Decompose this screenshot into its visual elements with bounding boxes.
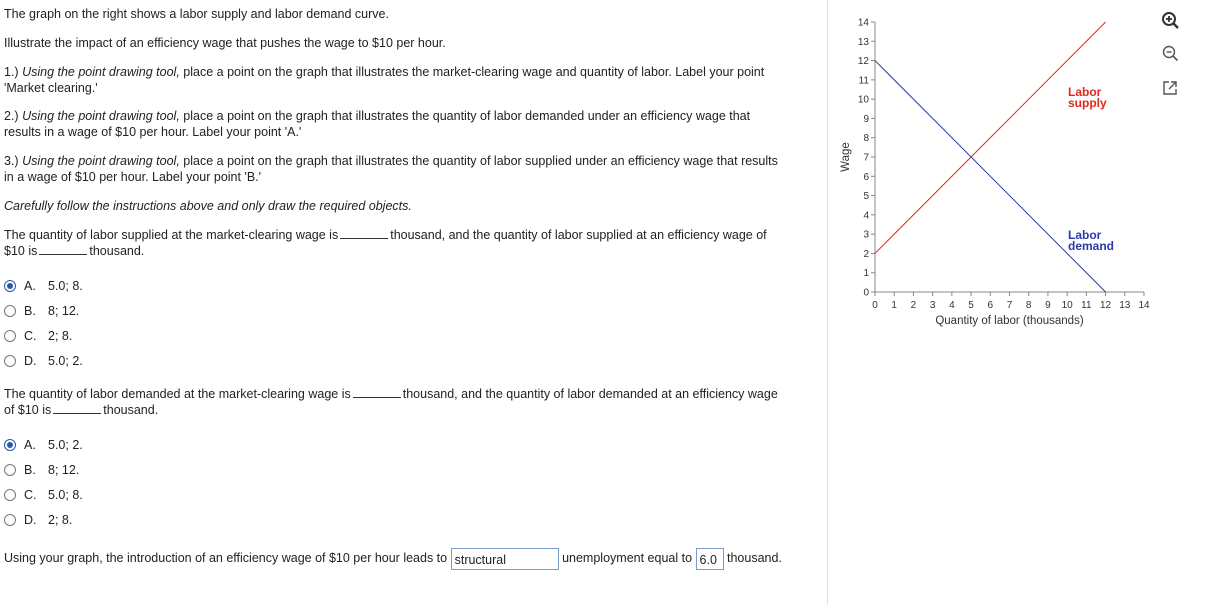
y-tick-label: 11 bbox=[858, 75, 869, 87]
q1-option-a[interactable] bbox=[4, 277, 83, 295]
option-text: 8; 12. bbox=[48, 463, 80, 477]
y-tick-label: 7 bbox=[863, 152, 869, 164]
option-letter: A. bbox=[24, 279, 36, 293]
answer-blank bbox=[340, 227, 388, 239]
step-text: place a point on the graph that illustrates the quantity of labor demanded under an efficiency wage that bbox=[183, 109, 751, 123]
option-letter: C. bbox=[24, 329, 37, 343]
y-tick-label: 12 bbox=[857, 56, 869, 68]
option-letter: D. bbox=[24, 354, 37, 368]
step-number: 3.) bbox=[4, 154, 19, 168]
y-tick-label: 0 bbox=[863, 287, 869, 299]
radio-selected-icon[interactable] bbox=[4, 439, 16, 451]
step-text: 'Market clearing.' bbox=[4, 81, 98, 95]
step-tool-text: Using the point drawing tool, bbox=[22, 154, 180, 168]
step-1 bbox=[4, 64, 764, 96]
x-tick-label: 5 bbox=[968, 300, 974, 311]
chart-axes bbox=[858, 18, 1150, 312]
y-tick-label: 14 bbox=[857, 17, 869, 29]
chart-labels bbox=[840, 85, 1114, 327]
x-tick-label: 13 bbox=[1119, 300, 1131, 311]
series-label: Labor bbox=[1068, 228, 1102, 242]
q2-option-b[interactable] bbox=[4, 461, 79, 479]
question-text: thousand. bbox=[727, 551, 782, 565]
y-tick-label: 1 bbox=[863, 268, 869, 280]
step-text: place a point on the graph that illustrates the market-clearing wage and quantity of labor. Label your point bbox=[183, 65, 765, 79]
y-tick-label: 6 bbox=[863, 171, 869, 183]
step-tool-text: Using the point drawing tool, bbox=[22, 109, 180, 123]
intro-text: The graph on the right shows a labor supply and labor demand curve. bbox=[4, 7, 389, 21]
q2-option-a[interactable] bbox=[4, 436, 83, 454]
question-1-text bbox=[4, 227, 767, 259]
radio-selected-icon[interactable] bbox=[4, 280, 16, 292]
step-2 bbox=[4, 108, 750, 140]
option-letter: B. bbox=[24, 304, 36, 318]
step-text: results in a wage of $10 per hour. Label your point 'A.' bbox=[4, 125, 302, 139]
option-text: 2; 8. bbox=[48, 513, 73, 527]
question-text: The quantity of labor demanded at the market-clearing wage is bbox=[4, 387, 351, 401]
step-text: place a point on the graph that illustrates the quantity of labor supplied under an efficiency wage that results bbox=[183, 154, 778, 168]
step-text: in a wage of $10 per hour. Label your point 'B.' bbox=[4, 170, 262, 184]
radio-icon[interactable] bbox=[4, 330, 16, 342]
radio-icon[interactable] bbox=[4, 514, 16, 526]
option-text: 8; 12. bbox=[48, 304, 80, 318]
y-axis-label: Wage bbox=[840, 142, 852, 172]
question-2-text bbox=[4, 386, 778, 418]
option-letter: A. bbox=[24, 438, 36, 452]
step-tool-text: Using the point drawing tool, bbox=[22, 65, 180, 79]
step-number: 2.) bbox=[4, 109, 19, 123]
question-text: Using your graph, the introduction of an efficiency wage of $10 per hour leads to bbox=[4, 551, 448, 565]
series-line-1 bbox=[875, 22, 1106, 253]
q2-option-c[interactable] bbox=[4, 486, 83, 504]
unemployment-type-field[interactable]: structural bbox=[451, 548, 559, 570]
question-text: thousand, and the quantity of labor supplied at an efficiency wage of bbox=[390, 228, 767, 242]
x-tick-label: 14 bbox=[1138, 300, 1150, 311]
x-axis-label: Quantity of labor (thousands) bbox=[935, 315, 1084, 327]
series-label: Labor bbox=[1068, 85, 1102, 99]
x-tick-label: 8 bbox=[1025, 300, 1032, 311]
y-tick-label: 4 bbox=[863, 210, 869, 222]
q1-option-b[interactable] bbox=[4, 302, 79, 320]
x-tick-label: 4 bbox=[949, 300, 955, 311]
zoom-in-icon[interactable] bbox=[1160, 10, 1180, 30]
q1-option-d[interactable] bbox=[4, 352, 83, 370]
step-3 bbox=[4, 153, 778, 185]
option-letter: B. bbox=[24, 463, 36, 477]
question-text: The quantity of labor supplied at the market-clearing wage is bbox=[4, 228, 339, 242]
unemployment-amount-field[interactable]: 6.0 bbox=[696, 548, 724, 570]
radio-icon[interactable] bbox=[4, 355, 16, 367]
final-question bbox=[4, 546, 782, 570]
series-label: supply bbox=[1068, 96, 1107, 110]
y-tick-label: 2 bbox=[863, 248, 869, 260]
y-tick-label: 8 bbox=[863, 133, 869, 145]
radio-icon[interactable] bbox=[4, 464, 16, 476]
caution-text: Carefully follow the instructions above and only draw the required objects. bbox=[4, 199, 412, 213]
x-tick-label: 3 bbox=[929, 300, 936, 311]
q1-option-c[interactable] bbox=[4, 327, 72, 345]
answer-blank bbox=[39, 243, 87, 255]
question-text: of $10 is bbox=[4, 403, 52, 417]
y-tick-label: 3 bbox=[863, 229, 869, 241]
popout-icon[interactable] bbox=[1160, 78, 1180, 98]
series-label: demand bbox=[1068, 239, 1115, 253]
panel-divider bbox=[827, 0, 828, 605]
x-tick-label: 6 bbox=[987, 300, 994, 311]
y-tick-label: 13 bbox=[857, 36, 869, 48]
radio-icon[interactable] bbox=[4, 305, 16, 317]
x-tick-label: 7 bbox=[1006, 300, 1013, 311]
question-text: unemployment equal to bbox=[562, 551, 693, 565]
answer-blank bbox=[53, 402, 101, 414]
x-tick-label: 9 bbox=[1045, 300, 1051, 311]
y-tick-label: 9 bbox=[863, 113, 869, 125]
x-tick-label: 1 bbox=[891, 300, 897, 311]
x-tick-label: 0 bbox=[872, 300, 878, 311]
x-tick-label: 11 bbox=[1081, 300, 1092, 311]
step-number: 1.) bbox=[4, 65, 19, 79]
x-tick-label: 10 bbox=[1061, 300, 1073, 311]
x-tick-label: 2 bbox=[910, 300, 917, 311]
option-text: 2; 8. bbox=[48, 329, 73, 343]
option-text: 5.0; 8. bbox=[48, 279, 83, 293]
zoom-out-icon[interactable] bbox=[1160, 43, 1180, 63]
option-text: 5.0; 2. bbox=[48, 438, 83, 452]
option-text: 5.0; 2. bbox=[48, 354, 83, 368]
option-text: 5.0; 8. bbox=[48, 488, 83, 502]
y-tick-label: 10 bbox=[857, 94, 869, 106]
answer-blank bbox=[353, 386, 401, 398]
question-text: $10 is bbox=[4, 244, 38, 258]
option-letter: C. bbox=[24, 488, 37, 502]
y-tick-label: 5 bbox=[863, 191, 869, 203]
question-text: thousand, and the quantity of labor demanded at an efficiency wage bbox=[402, 387, 778, 401]
question-text: thousand. bbox=[103, 403, 159, 417]
question-text: thousand. bbox=[89, 244, 145, 258]
q2-option-d[interactable] bbox=[4, 511, 72, 529]
x-tick-label: 12 bbox=[1100, 300, 1112, 311]
radio-icon[interactable] bbox=[4, 489, 16, 501]
illustrate-text: Illustrate the impact of an efficiency wage that pushes the wage to $10 per hour. bbox=[4, 36, 446, 50]
option-letter: D. bbox=[24, 513, 37, 527]
